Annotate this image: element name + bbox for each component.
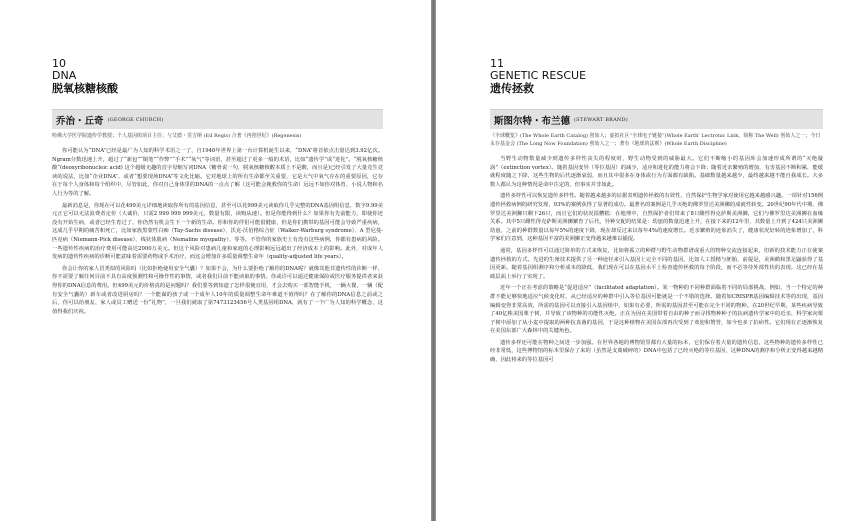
author-bar — [52, 109, 383, 129]
author-name-en: (STEWART BRAND) — [574, 116, 628, 123]
paragraph: 你可能认为“DNA”已经是最广为人知的科学术语之一了，自1946年世界上第一台计算机诞生以来，“DNA”将首依点击量达到3.92亿次。Ngram分数迅速上升，超过了“新包”“铜笔”“作弊”“手术”“氧气”等词语，甚至超过了更多一般的术语，比如“遗传学”或“进化”。“脱氧核糖核酸”(deoxyribonucleic acid) 这个超级无趣的首字母缩写词DNA（糖骨说一句，脱氧核糖核酸本质上不是酸，而且是)已经引发了大量竞生竞读的说法，比如“企业DNA”，或者“想要现场DNA”等文化比喻。它对地球上的所有生命都至关重要，它是大气中氧气存在的重要原因，它存在于每个人身体和每个组织中，尽管如此，你对自己身体里的DNA的一点点了解（这可能会挽救你的生命）远远不如你对体育、小说人物和名人行为等的了解。 — [52, 148, 383, 197]
paragraph: 最新消息是，你现在可以花499美元详细地读取你所有的基因信息，甚至可以花999美元读取你几乎完整的DNA基因组信息，数字9.99美元正它可以无法浪费者定价（大诚价，只需2 999 999 999美元，数量有限，读购从速）。但是你能得到什么？如果你有先前能力，即使你还没有开始生病，或者已经生育过了，你仍然有机会生下一个新的生命。你和你的伴侣可能很健康，但是你们携带的基因可能会导致严重疾病，这成几乎早期的痛苦和死亡，比如家族黑蒙性白痴（Tay-Sachs disease）、沃克-沃伯格综合征（Walker-Warburg syndrome）、A 型尼曼-匹克病（Niemann-Pick disease）、线状体肌病（Nemaline myopathy）、等等。不管你的家族史上有没有这些病例，你都有患病的风险。一些遗传性疾病的治疗费用可能高达2000万美元。但这个风险对患病儿童和家庭的心理影响远远超出了经济成本上的影响。此外，对成年人发病的遗传性疾病的诊断可能意味着需要药物或手术治疗，而这会增加许多质量调整生命年（quality-adjusted life years）。 — [52, 202, 383, 261]
chapter-title-en: GENETIC RESCUE — [490, 69, 587, 82]
body-text — [52, 147, 383, 316]
chapter-number: 10 — [52, 57, 66, 70]
author-bar — [490, 109, 823, 129]
paragraph: 通常，基因多样性可以通过简单的方式来恢复，比如将孤立的种群与野生动物群谱或重大的物种交流连接起来，但新的技术能力正在使案遗传拯救的方式。先进的生殖技术提供了另一种途径来引入基因上完全不同的基因，比如人工授精与胚胎，前提是，美洲鹤和黑足鼬获得了基因更新。随着基因组测序和分析成本的降低，我们现在可以在基因水平上检查遗传拯救的每个阶段，而不必等待外部性状的表现。这已经在基础层面上举行了实现了。 — [490, 247, 823, 280]
paragraph: 遗传多样性可以恢复遗传多样性。随着越来越多的证据表明遗传拯救的有效性，自然保护生物学家对使用它越来越感兴趣。一项针对156例遗传拯救病例的研究发现，93%的案例获得了显著的成功。最著名的案例是几乎灭绝的佛罗里达美洲狮的成就性转变。20世纪90年代中期，佛罗里达美洲狮只剩下26只，而且它们的状况很糟糕：在地理中，自然保护者们带来了8只雌性得克萨斯美洲狮，它们与佛罗里达美洲狮在血缘关系。其中5只雌性得克萨斯美洲狮繁育了后代，异种交配的结果是：幼崽的数量迅速上升，在接下来的12年里，其数量上升到了424只美洲狮幼崽，之前的种群数量以每年5%的速度下降，现在却反过来以每年4%的速度增长。近亲繁殖的迹象消失了，健康状况好转的迹象增加了，科学家们注意到，这种基因丰富的美洲狮正变得越来越难以捕捉。 — [490, 193, 823, 243]
chapter-number: 11 — [490, 57, 504, 70]
paragraph: 当野生动物数量减少到遗传多样性丧失的程度时，野生动物受到的威胁最大。它们不断缩小的基因库会加速形成所谓的“灭绝漩涡”（extinction vortex）。随着基因变异（等位基因）的减少，适应和进化的能力将会下降；随着近亲繁殖的增加，有害基因不断积累，能缓就程度随之下降，这些生物的后代逐渐衰弱，而且其中很多在身体或行为方面都有缺陷。基础数量越来越少，最终越来越不能自我成长。大多数人都认为这种情况是命中注定的，但事实并非如此。 — [490, 156, 823, 188]
paragraph: 遗传多样还可能在物种之间进一步加强。在世界各地的博物馆里都有大量的标本，它们保存着大量的遗传信息，这些物种的遗传多样性已经非常低，这些博物馆的标本里保存了来的（虽然是支离破碎的）DNA中包括了已经灭绝的等位基因，这种DNA的测序和分析正变得越来越精确，因此将来的等位基因可 — [490, 339, 823, 364]
right-page — [436, 0, 867, 521]
author-description: 哈佛大学医学院遗传学教授；个人基因组项目主任；与艾德・里吉斯 (Ed Regis) 合著《再创世纪》(Regenesis) — [52, 133, 302, 139]
chapter-title-zh: 脱氧核糖核酸 — [52, 82, 118, 95]
chapter-title-zh: 遗传拯救 — [490, 82, 534, 95]
author-name-zh: 斯图尔特・布兰德 — [494, 115, 571, 127]
body-text — [490, 155, 823, 365]
author-name-en: (GEORGE CHURCH) — [107, 116, 164, 123]
chapter-title-en: DNA — [52, 69, 77, 82]
paragraph: 你会让你的家人冒类似的风险吗（比如拒绝使用安全气囊）？如果不会，为什么要拒绝了解你的DNA呢？就像其他非遗传性的诊断一样，你不需要了解任何目前不具有高度预测性和可操作性的事情，或者我们目前不能读取的事情。你或许可以通过健康保险或医疗服务提供者来获得你的DNA信息的费用。但499美元的价格真的是问题吗？我们要等到知道了怎样很便宜用，才会去购买一部智能手机，一辆大餐，一辆（配有安全气囊的）新车或者改进厨房吗？一个能谋的孩子或一个成年人10年的质量调整生命年难道不值得吗？在了解你的DNA信息之前或之后，你可以给朋友、家人或员工赠送一份“礼物”，一旦我们就取了第7473123456号人类基因组DNA，就有了一个广为人知的科学概念，这值得我们庆祝。 — [52, 265, 383, 315]
author-name-zh: 乔治・丘奇 — [56, 115, 104, 127]
paragraph: 近年一个正在考虑的策略是“促进适应”（facilitated adaptation）。某一物种的不同种群面临着不同的局部挑战，例如，当一个特定的种群不能足够快地适应气候变化时，从已经适应的种群中引入等位基因可能就是一个不错的选择。随着如CRISPR基因编辑技术等的出现，基因编辑变得非常高效，所需的基因可以直接引入基因组中，如果有必要，所需的基因甚至可能在完全不同的物种。在20世纪早期，某些疾病导致了40亿株美国栗子树，并导致了该物种的功能性灭绝。正在为因在美国带着自由的种子而寻找物种种子的抗病遗传学家中的近亲，科学家向栗子树中添加了从小麦中提取的两种抗真菌的基因，于是这种植物在美国东部再次受到了欢迎和赞誉，如今也多了抗病性。它们现在正逐渐恢复在美国东部广大森林中的关键角色。 — [490, 285, 823, 335]
left-page — [0, 0, 431, 521]
author-description: 《全球概览》(The Whole Earth Catalog) 创始人；虚拟社区“全球电子链接”(Whole Earth' Lectronic Link，简称 The Well) 创始人之一；今日永存基金会 (The Long Now Foundation) 创始人之一；著有《地球的法则》(Whole Earth Discipline) — [490, 133, 821, 147]
